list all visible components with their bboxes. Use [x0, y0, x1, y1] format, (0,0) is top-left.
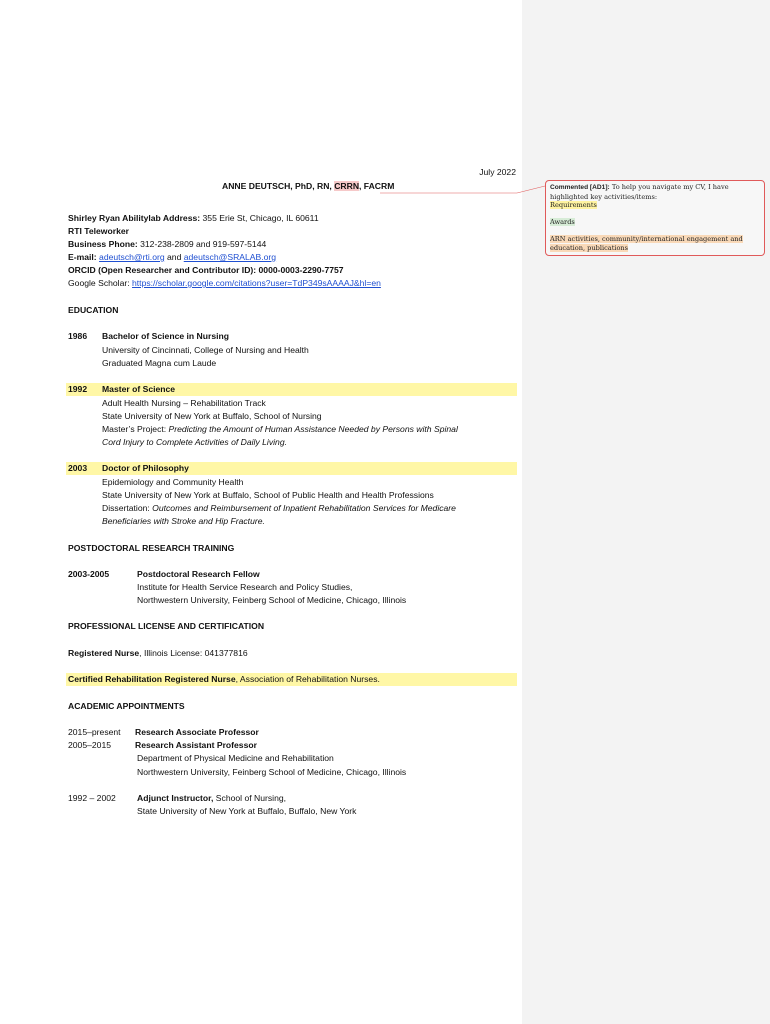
postdoc-years: 2003-2005: [68, 569, 110, 579]
comment-spacer-2: [550, 227, 760, 236]
comment-balloon[interactable]: [545, 180, 765, 256]
edu-2-project: [102, 423, 458, 436]
contact-orcid: [68, 264, 344, 277]
appt-3-years: 1992 – 2002: [68, 793, 116, 803]
edu-1-line2: Graduated Magna cum Laude: [102, 358, 217, 368]
edu-2-year: 1992: [68, 384, 88, 394]
rn-value: , Illinois License: 041377816: [139, 648, 248, 658]
appt-dept: Department of Physical Medicine and Rehabilitation: [137, 753, 334, 763]
diss-line2: Beneficiaries with Stroke and Hip Fracture.: [102, 516, 265, 526]
rti-label: RTI Teleworker: [68, 226, 129, 236]
appt-3-title-text: Adjunct Instructor,: [137, 793, 214, 803]
edu-1-line1: University of Cincinnati, College of Nursing and Health: [102, 345, 309, 355]
license-rn: [68, 647, 248, 660]
postdoc-heading: POSTDOCTORAL RESEARCH TRAINING: [68, 543, 235, 553]
project-label: Master’s Project:: [102, 424, 169, 434]
appt-1-years: 2015–present: [68, 727, 121, 737]
edu-1-degree: [102, 330, 229, 343]
comment-arn-row: [550, 235, 760, 252]
comment-arn: ARN activities, community/international engagement and education, publications: [550, 235, 743, 252]
project-line2: Cord Injury to Complete Activities of Daily Living.: [102, 437, 287, 447]
postdoc-line1: Institute for Health Service Research and Policy Studies,: [137, 582, 353, 592]
email-link-sralab[interactable]: adeutsch@SRALAB.org: [183, 252, 277, 262]
name-suffix: , FACRM: [359, 181, 395, 191]
edu-3-year: 2003: [68, 463, 88, 473]
address-value: 355 Erie St, Chicago, IL 60611: [200, 213, 319, 223]
comment-margin-pane: [522, 0, 770, 1024]
edu-2-line2: State University of New York at Buffalo, School of Nursing: [102, 411, 322, 421]
address-label: Shirley Ryan Abilitylab Address:: [68, 213, 201, 223]
phone-label: Business Phone:: [68, 239, 138, 249]
academic-heading: ACADEMIC APPOINTMENTS: [68, 701, 185, 711]
comment-req-row: [550, 201, 760, 210]
postdoc-title-text: Postdoctoral Research Fellow: [137, 569, 260, 579]
appt-2-title: [135, 739, 257, 752]
edu-3-line2: State University of New York at Buffalo, School of Public Health and Health Professions: [102, 490, 434, 500]
comment-intro: [550, 183, 760, 201]
appt-3-univ: State University of New York at Buffalo, Buffalo, New York: [137, 806, 357, 816]
comment-awards: Awards: [550, 218, 575, 226]
scholar-link[interactable]: https://scholar.google.com/citations?user=TdP349sAAAAJ&hl=en: [132, 278, 381, 288]
edu-2-project-cont: [102, 436, 287, 449]
license-heading: PROFESSIONAL LICENSE AND CERTIFICATION: [68, 621, 265, 631]
name-crrn-commented[interactable]: CRRN: [334, 181, 360, 191]
appt-2-title-text: Research Assistant Professor: [135, 740, 257, 750]
project-line1: Predicting the Amount of Human Assistance Needed by Persons with Spinal: [168, 424, 458, 434]
contact-scholar: [68, 277, 381, 290]
appt-3-title: [137, 792, 286, 805]
appt-3-school: School of Nursing,: [213, 793, 287, 803]
appt-1-title-text: Research Associate Professor: [135, 727, 259, 737]
postdoc-line2: Northwestern University, Feinberg School of Medicine, Chicago, Illinois: [137, 595, 407, 605]
edu-2-degree-text: Master of Science: [102, 384, 176, 394]
cv-name-title: [222, 180, 394, 193]
edu-3-line1: Epidemiology and Community Health: [102, 477, 244, 487]
comment-awards-row: [550, 218, 760, 227]
rn-label: Registered Nurse: [68, 648, 140, 658]
scholar-label: Google Scholar:: [68, 278, 133, 288]
name-prefix: ANNE DEUTSCH, PhD, RN,: [222, 181, 335, 191]
education-heading: EDUCATION: [68, 305, 119, 315]
phone-value: 312-238-2809 and 919-597-5144: [137, 239, 267, 249]
postdoc-title: [137, 568, 260, 581]
comment-requirements: Requirements: [550, 201, 597, 209]
diss-line1: Outcomes and Reimbursement of Inpatient Rehabilitation Services for Medicare: [152, 503, 456, 513]
edu-3-diss: [102, 502, 456, 515]
contact-address: [68, 212, 319, 225]
crrn-value: , Association of Rehabilitation Nurses.: [235, 674, 380, 684]
edu-2-line1: Adult Health Nursing – Rehabilitation Track: [102, 398, 266, 408]
appt-univ: Northwestern University, Feinberg School of Medicine, Chicago, Illinois: [137, 767, 407, 777]
comment-spacer-1: [550, 210, 760, 219]
edu-3-degree: [102, 462, 189, 475]
email-link-rti[interactable]: adeutsch@rti.org: [99, 252, 165, 262]
comment-label: Commented [AD1]:: [550, 184, 610, 191]
email-and: and: [164, 252, 184, 262]
edu-1-degree-text: Bachelor of Science in Nursing: [102, 331, 230, 341]
license-crrn: [68, 673, 380, 686]
email-label: E-mail:: [68, 252, 97, 262]
crrn-label: Certified Rehabilitation Registered Nurse: [68, 674, 236, 684]
contact-rti: [68, 225, 129, 238]
diss-label: Dissertation:: [102, 503, 153, 513]
orcid-value: 0000-0003-2290-7757: [256, 265, 344, 275]
orcid-label: ORCID (Open Researcher and Contributor ID):: [68, 265, 257, 275]
edu-3-diss-cont: [102, 515, 265, 528]
comment-text: To help you navigate my CV, I have highlighted key activities/items:: [550, 183, 729, 201]
appt-1-title: [135, 726, 259, 739]
cv-date: July 2022: [479, 167, 516, 177]
edu-2-degree: [102, 383, 175, 396]
contact-phone: [68, 238, 266, 251]
edu-1-year: 1986: [68, 331, 88, 341]
edu-3-degree-text: Doctor of Philosophy: [102, 463, 189, 473]
appt-2-years: 2005–2015: [68, 740, 112, 750]
contact-email: [68, 251, 276, 264]
